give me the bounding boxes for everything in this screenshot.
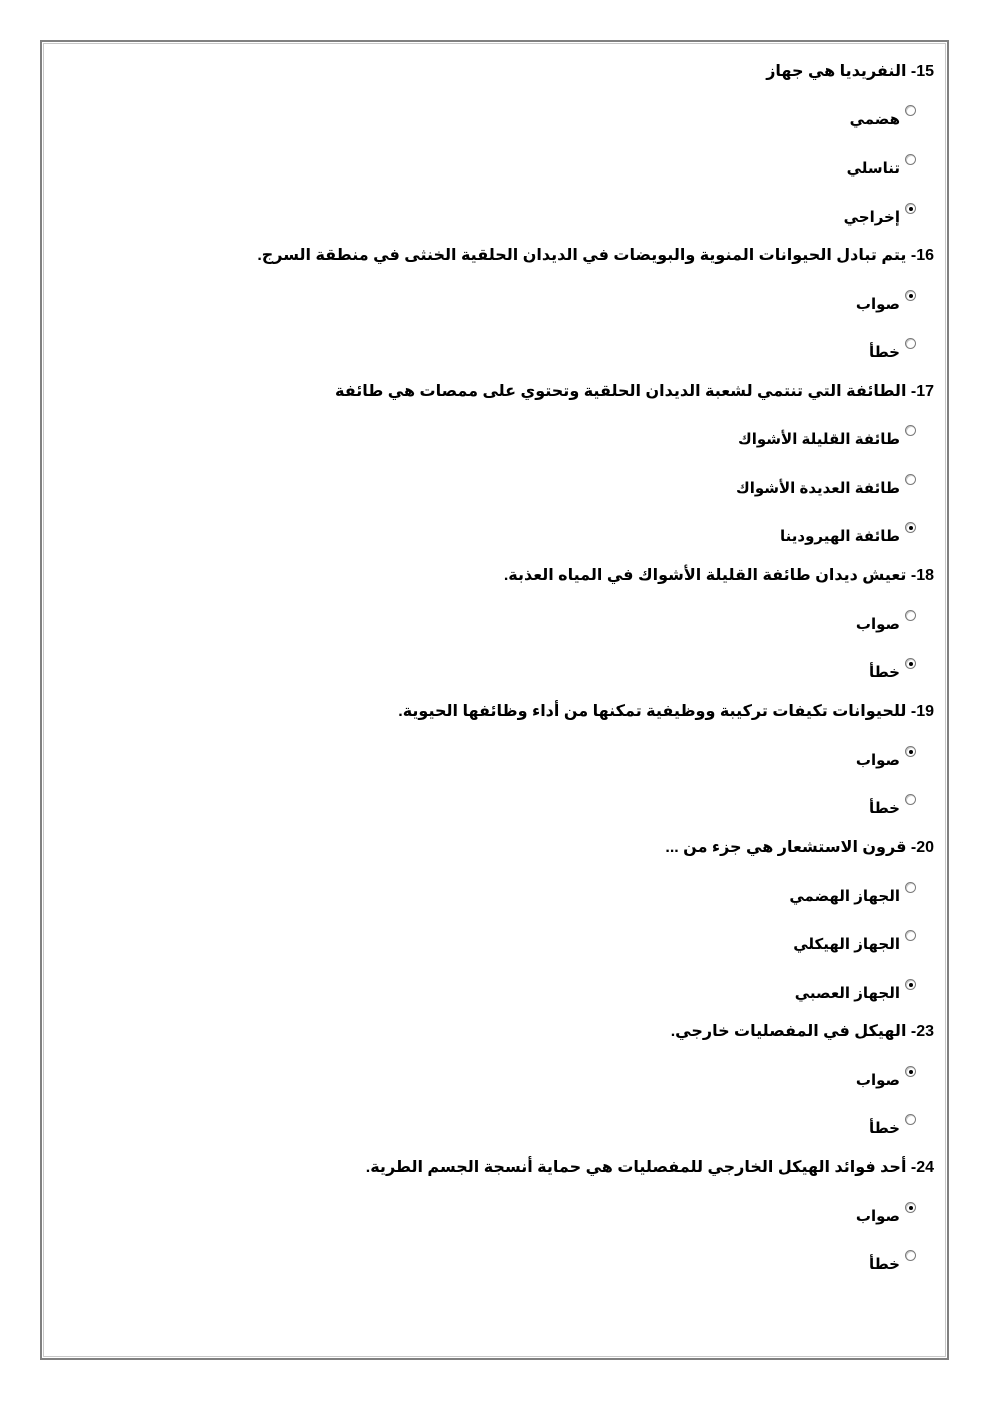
option-label: الجهاز العصبي — [794, 985, 900, 1002]
radio-20-c[interactable] — [905, 979, 916, 990]
radio-20-a[interactable] — [905, 882, 916, 893]
option-label: تناسلي — [846, 160, 900, 177]
question-16: 16- يتم تبادل الحيوانات المنوية والبويضات في الديدان الحلقية الخنثى في منطقة السرج. — [257, 247, 934, 264]
radio-24-a[interactable] — [905, 1202, 916, 1213]
radio-19-b[interactable] — [905, 794, 916, 805]
option-label: خطأ — [868, 664, 900, 681]
option-19-b[interactable] — [869, 800, 916, 818]
option-label: طائفة الهيرودينا — [780, 528, 900, 545]
option-23-b[interactable] — [869, 1120, 916, 1138]
option-label: الجهاز الهضمي — [789, 888, 900, 905]
radio-18-b[interactable] — [905, 658, 916, 669]
radio-17-b[interactable] — [905, 474, 916, 485]
option-16-b[interactable] — [869, 344, 916, 362]
radio-18-a[interactable] — [905, 610, 916, 621]
question-23: 23- الهيكل في المفصليات خارجي. — [670, 1023, 934, 1040]
option-15-b[interactable] — [847, 160, 916, 178]
option-17-b[interactable] — [736, 480, 916, 498]
radio-16-a[interactable] — [905, 290, 916, 301]
option-23-a[interactable] — [856, 1072, 916, 1090]
radio-16-b[interactable] — [905, 338, 916, 349]
option-24-a[interactable] — [856, 1208, 916, 1226]
question-15: 15- النفريديا هي جهاز — [766, 63, 934, 80]
option-18-a[interactable] — [856, 616, 916, 634]
radio-23-b[interactable] — [905, 1114, 916, 1125]
radio-19-a[interactable] — [905, 746, 916, 757]
radio-24-b[interactable] — [905, 1250, 916, 1261]
radio-15-b[interactable] — [905, 154, 916, 165]
radio-20-b[interactable] — [905, 930, 916, 941]
option-label: خطأ — [868, 1120, 900, 1137]
option-label: صواب — [855, 296, 900, 313]
option-label: إخراجي — [843, 209, 900, 226]
option-label: صواب — [855, 1072, 900, 1089]
question-24: 24- أحد فوائد الهيكل الخارجي للمفصليات هي حماية أنسجة الجسم الطرية. — [365, 1159, 934, 1176]
option-15-a[interactable] — [850, 111, 916, 129]
option-label: صواب — [855, 752, 900, 769]
option-label: طائفة العديدة الأشواك — [735, 480, 900, 497]
option-label: خطأ — [868, 1256, 900, 1273]
option-20-b[interactable] — [793, 936, 916, 954]
option-label: خطأ — [868, 344, 900, 361]
option-15-c[interactable] — [844, 209, 916, 227]
option-label: طائفة القليلة الأشواك — [737, 431, 900, 448]
radio-15-c[interactable] — [905, 203, 916, 214]
option-20-a[interactable] — [789, 888, 916, 906]
question-19: 19- للحيوانات تكيفات تركيبة ووظيفية تمكنها من أداء وظائفها الحيوية. — [398, 703, 934, 720]
option-17-c[interactable] — [780, 528, 916, 546]
radio-15-a[interactable] — [905, 105, 916, 116]
option-18-b[interactable] — [869, 664, 916, 682]
option-label: هضمي — [849, 111, 900, 128]
option-20-c[interactable] — [795, 985, 916, 1003]
question-20: 20- قرون الاستشعار هي جزء من ... — [665, 839, 934, 856]
radio-23-a[interactable] — [905, 1066, 916, 1077]
radio-17-c[interactable] — [905, 522, 916, 533]
option-label: الجهاز الهيكلي — [793, 936, 900, 953]
option-16-a[interactable] — [856, 296, 916, 314]
radio-17-a[interactable] — [905, 425, 916, 436]
option-19-a[interactable] — [856, 752, 916, 770]
option-label: خطأ — [868, 800, 900, 817]
option-label: صواب — [855, 616, 900, 633]
question-18: 18- تعيش ديدان طائفة القليلة الأشواك في المياه العذبة. — [503, 567, 934, 584]
option-label: صواب — [855, 1208, 900, 1225]
option-24-b[interactable] — [869, 1256, 916, 1274]
question-17: 17- الطائفة التي تنتمي لشعبة الديدان الحلقية وتحتوي على ممصات هي طائفة — [335, 383, 934, 400]
option-17-a[interactable] — [738, 431, 916, 449]
